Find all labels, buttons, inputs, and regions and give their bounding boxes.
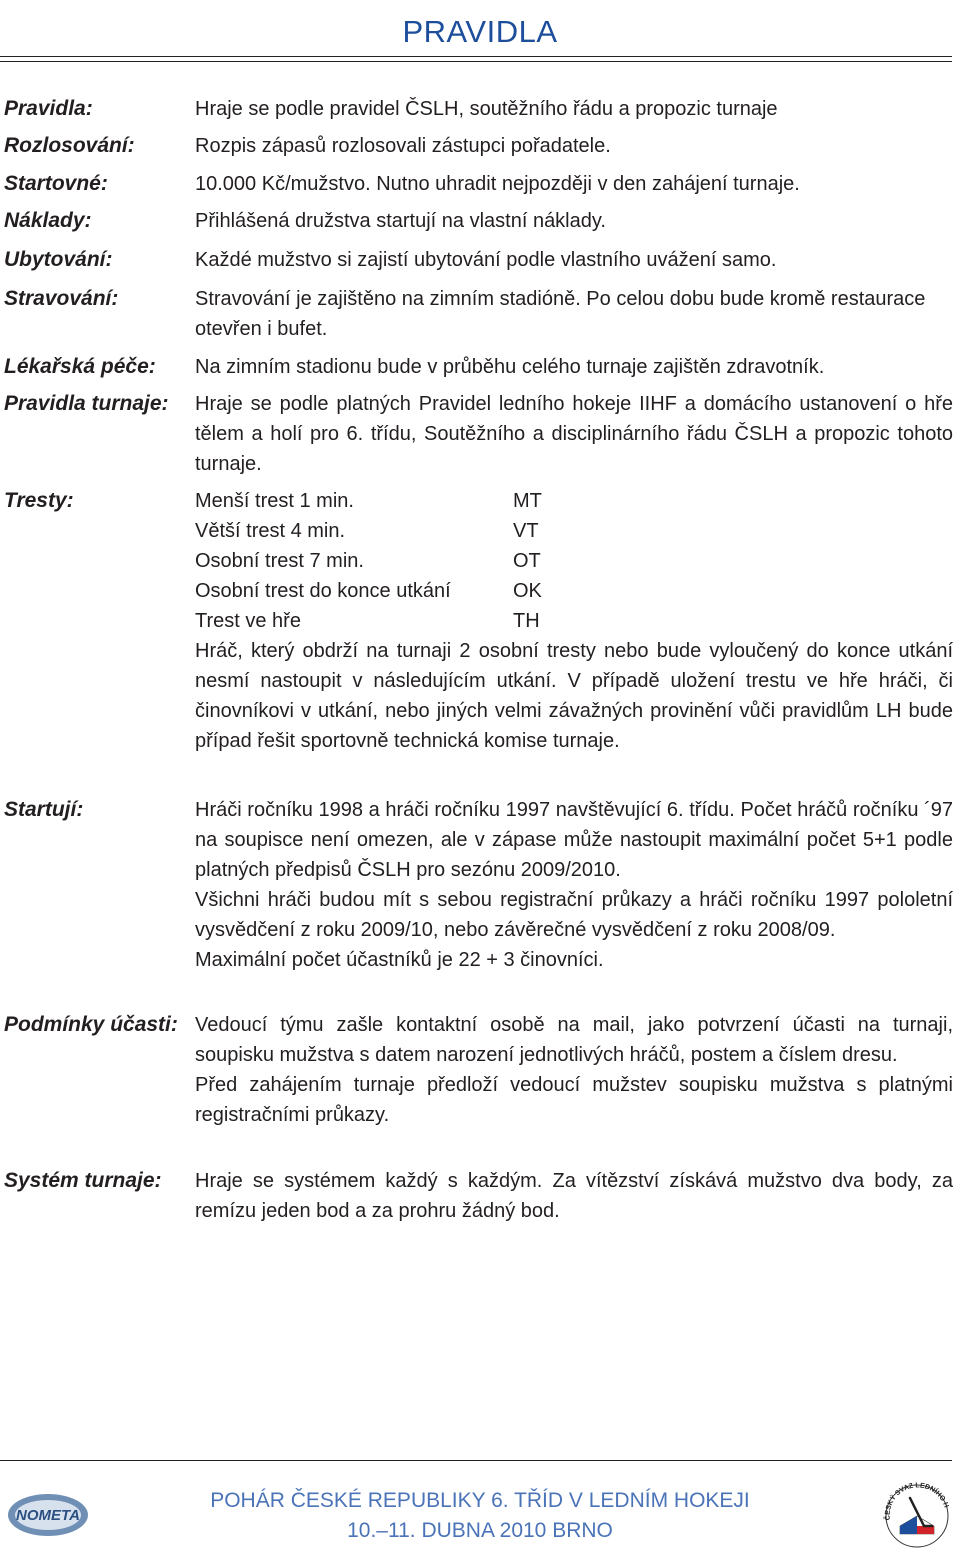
startuji-paragraph-1: Hráči ročníku 1998 a hráči ročníku 1997 navštěvující 6. třídu. Počet hráčů ročníku ´97 na soupisce není omezen, ale v zápase může nastoupit maximální počet 5+1 podle platných předpisů ČSLH pro sezónu 2009/2010. <box>195 799 953 881</box>
row-text: Stravování je zajištěno na zimním stadióně. Po celou dobu bude kromě restaurace otevřen i bufet. <box>195 288 926 340</box>
row-label: Tresty: <box>4 489 74 512</box>
row-label: Lékařská péče: <box>4 355 156 378</box>
penalty-name: Menší trest 1 min. <box>195 490 354 512</box>
penalty-name: Větší trest 4 min. <box>195 520 346 542</box>
row-label: Stravování: <box>4 287 119 310</box>
penalty-abbr: OT <box>513 550 541 572</box>
penalty-name: Trest ve hře <box>195 610 301 632</box>
penalty-abbr: VT <box>513 520 539 542</box>
podminky-paragraph-2: Před zahájením turnaje předloží vedoucí mužstev soupisku mužstva s platnými registračními průkazy. <box>195 1074 953 1126</box>
nometa-logo-graphic <box>6 1492 90 1538</box>
footer-event-title: POHÁR ČESKÉ REPUBLIKY 6. TŘÍD V LEDNÍM HOKEJI <box>210 1489 750 1512</box>
podminky-paragraph-1: Vedoucí týmu zašle kontaktní osobě na mail, jako potvrzení účasti na turnaji, soupisku mužstva s datem narození jednotlivých hráčů, postem a číslem dresu. <box>195 1014 953 1066</box>
row-text: Hraje se podle pravidel ČSLH, soutěžního řádu a propozic turnaje <box>195 98 778 120</box>
penalty-name: Osobní trest do konce utkání <box>195 580 451 602</box>
row-text: Rozpis zápasů rozlosovali zástupci pořadatele. <box>195 135 611 157</box>
row-label: Systém turnaje: <box>4 1169 162 1192</box>
row-label: Pravidla turnaje: <box>4 392 169 415</box>
row-text <box>195 1010 953 1130</box>
cslh-logo <box>880 1476 954 1550</box>
row-label: Ubytování: <box>4 248 113 271</box>
row-label: Náklady: <box>4 209 92 232</box>
row-text: Na zimním stadionu bude v průběhu celého turnaje zajištěn zdravotník. <box>195 356 825 378</box>
penalty-note: Hráč, který obdrží na turnaji 2 osobní tresty nebo bude vyloučený do konce utkání nesmí nastoupit v následujícím utkání. V případě uložení trestu ve hře hráči, či činovníkovi v utkání, nebo jiných velmi závažných provinění vůči pravidlům LH bude případ řešit sportovně technická komise turnaje. <box>195 640 953 752</box>
page-title: PRAVIDLA <box>402 14 558 49</box>
bottom-divider <box>0 1460 952 1461</box>
startuji-paragraph-3: Maximální počet účastníků je 22 + 3 činovníci. <box>195 949 604 971</box>
top-divider <box>0 56 952 57</box>
nometa-logo-text: NOMETA <box>16 1507 80 1524</box>
penalty-name: Osobní trest 7 min. <box>195 550 364 572</box>
row-label: Podmínky účasti: <box>4 1013 178 1036</box>
footer-event-date: 10.–11. DUBNA 2010 BRNO <box>347 1519 613 1542</box>
row-label: Startují: <box>4 798 84 821</box>
row-label: Pravidla: <box>4 97 93 120</box>
row-text: Přihlášená družstva startují na vlastní náklady. <box>195 210 606 232</box>
row-text: 10.000 Kč/mužstvo. Nutno uhradit nejpozději v den zahájení turnaje. <box>195 173 800 195</box>
penalty-abbr: OK <box>513 580 542 602</box>
top-divider-double <box>0 61 952 62</box>
penalty-abbr: TH <box>513 610 540 632</box>
cslh-logo-graphic <box>880 1476 954 1550</box>
row-text: Každé mužstvo si zajistí ubytování podle vlastního uvážení samo. <box>195 249 777 271</box>
startuji-paragraph-2: Všichni hráči budou mít s sebou registrační průkazy a hráči ročníku 1997 pololetní vysvědčení z roku 2009/10, nebo závěrečné vysvědčení z roku 2008/09. <box>195 889 953 941</box>
row-text: Hraje se systémem každý s každým. Za vítězství získává mužstvo dva body, za remízu jeden bod a za prohru žádný bod. <box>195 1170 953 1222</box>
row-label: Rozlosování: <box>4 134 135 157</box>
cslh-logo-text: ČESKÝ SVAZ LEDNÍHO H <box>884 1482 950 1521</box>
penalty-abbr: MT <box>513 490 542 512</box>
row-label: Startovné: <box>4 172 108 195</box>
row-text <box>195 795 953 975</box>
row-text: Hraje se podle platných Pravidel ledního hokeje IIHF a domácího ustanovení o hře tělem a holí pro 6. třídu, Soutěžního a disciplinárního řádu ČSLH a propozic tohoto turnaje. <box>195 393 953 475</box>
nometa-logo <box>6 1492 90 1538</box>
